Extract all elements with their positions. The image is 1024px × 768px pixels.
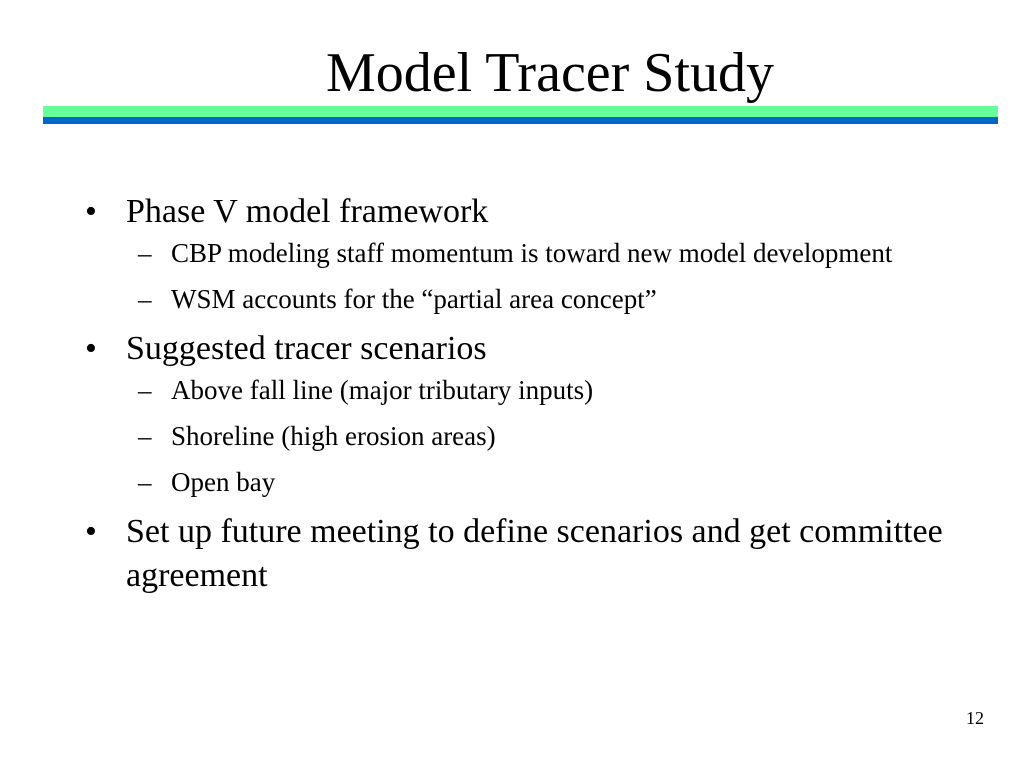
dash-marker: – (138, 375, 152, 405)
dash-marker: – (138, 421, 152, 451)
bullet-marker: • (85, 193, 97, 230)
sub-bullet-item (85, 464, 985, 500)
sub-bullet-item (85, 418, 985, 454)
slide-number: 12 (966, 708, 984, 728)
bullet-item (85, 510, 985, 598)
sub-bullet-item (85, 235, 985, 271)
bullet-item (85, 327, 985, 371)
sub-bullet-text: Shoreline (high erosion areas) (171, 421, 496, 451)
bullet-text: Phase V model framework (126, 193, 489, 230)
bullet-marker: • (85, 330, 97, 367)
bullet-item (85, 190, 985, 234)
dash-marker: – (138, 467, 152, 497)
bullet-text: Suggested tracer scenarios (126, 330, 487, 367)
sub-bullet-text: Above fall line (major tributary inputs) (171, 375, 594, 405)
title-rule-blue (43, 117, 998, 124)
dash-marker: – (138, 238, 152, 268)
bullet-list (85, 190, 985, 598)
sub-bullet-text: Open bay (171, 467, 276, 497)
sub-bullet-item (85, 372, 985, 408)
slide-title: Model Tracer Study (326, 42, 774, 104)
sub-bullet-text: WSM accounts for the “partial area concept” (171, 284, 657, 314)
dash-marker: – (138, 284, 152, 314)
bullet-text: Set up future meeting to define scenarios and get committee agreement (126, 513, 943, 594)
sub-bullet-item (85, 281, 985, 317)
sub-bullet-text: CBP modeling staff momentum is toward new model development (171, 238, 893, 268)
bullet-marker: • (85, 513, 97, 550)
